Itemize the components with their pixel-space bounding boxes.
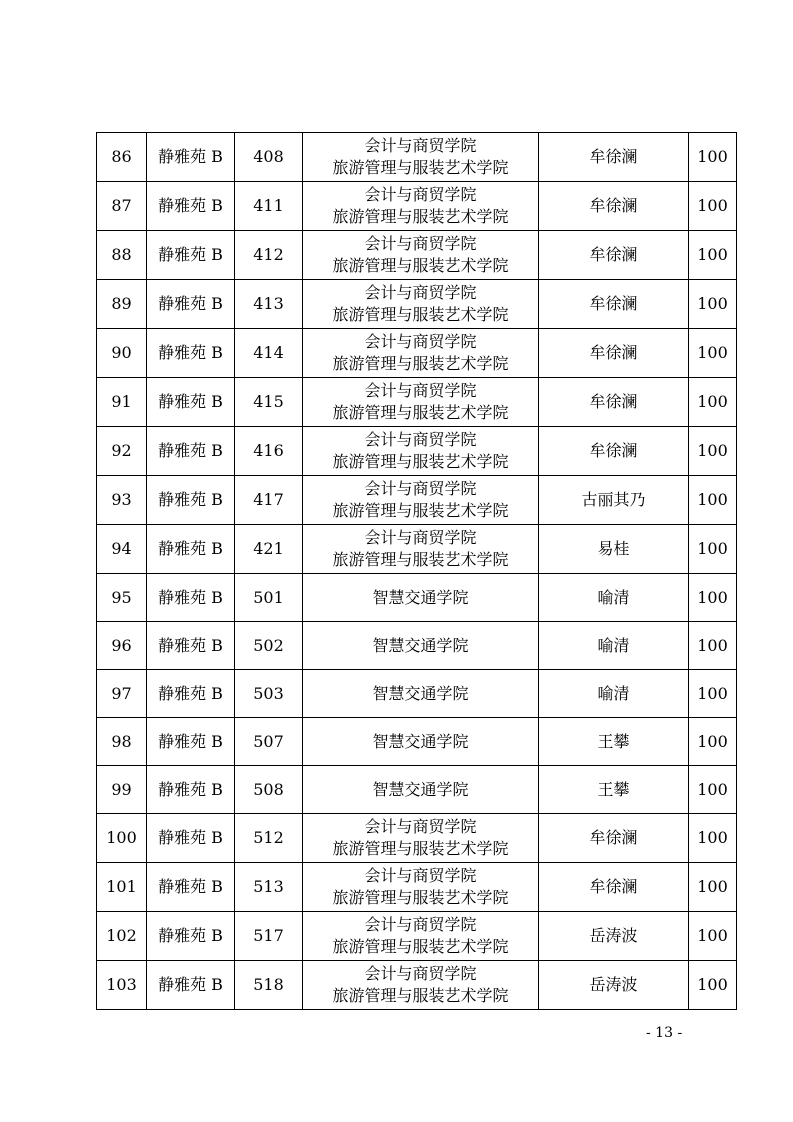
college-cell xyxy=(303,231,539,280)
building-cell: 静雅苑 B xyxy=(147,863,235,912)
responsible-person-cell: 喻清 xyxy=(539,670,689,718)
table-row xyxy=(97,182,737,231)
inspection-table xyxy=(96,132,737,1010)
room-cell: 512 xyxy=(235,814,303,863)
building-cell: 静雅苑 B xyxy=(147,670,235,718)
building-cell: 静雅苑 B xyxy=(147,378,235,427)
college-name: 会计与商贸学院 xyxy=(364,528,477,547)
row-number-cell: 102 xyxy=(97,912,147,961)
room-cell: 413 xyxy=(235,280,303,329)
college-name: 会计与商贸学院 xyxy=(364,817,477,836)
college-name: 会计与商贸学院 xyxy=(364,964,477,983)
responsible-person-cell: 王攀 xyxy=(539,718,689,766)
room-cell: 412 xyxy=(235,231,303,280)
college-name: 会计与商贸学院 xyxy=(364,381,477,400)
room-cell: 417 xyxy=(235,476,303,525)
responsible-person-cell: 牟徐澜 xyxy=(539,329,689,378)
row-number-cell: 91 xyxy=(97,378,147,427)
building-cell: 静雅苑 B xyxy=(147,622,235,670)
responsible-person-cell: 牟徐澜 xyxy=(539,280,689,329)
college-name: 智慧交通学院 xyxy=(372,683,469,703)
college-cell xyxy=(303,329,539,378)
row-number-cell: 94 xyxy=(97,525,147,574)
table-row xyxy=(97,766,737,814)
building-cell: 静雅苑 B xyxy=(147,814,235,863)
college-name: 旅游管理与服装艺术学院 xyxy=(332,937,509,956)
responsible-person-cell: 岳涛波 xyxy=(539,961,689,1010)
score-cell: 100 xyxy=(689,525,737,574)
score-cell: 100 xyxy=(689,329,737,378)
building-cell: 静雅苑 B xyxy=(147,574,235,622)
college-name: 旅游管理与服装艺术学院 xyxy=(332,354,509,373)
college-cell xyxy=(303,476,539,525)
table-row xyxy=(97,525,737,574)
building-cell: 静雅苑 B xyxy=(147,280,235,329)
building-cell: 静雅苑 B xyxy=(147,718,235,766)
responsible-person-cell: 易桂 xyxy=(539,525,689,574)
score-cell: 100 xyxy=(689,670,737,718)
college-cell xyxy=(303,378,539,427)
responsible-person-cell: 牟徐澜 xyxy=(539,133,689,182)
responsible-person-cell: 牟徐澜 xyxy=(539,863,689,912)
room-cell: 421 xyxy=(235,525,303,574)
college-name: 旅游管理与服装艺术学院 xyxy=(332,158,509,177)
college-name: 旅游管理与服装艺术学院 xyxy=(332,256,509,275)
row-number-cell: 100 xyxy=(97,814,147,863)
college-cell xyxy=(303,863,539,912)
room-cell: 502 xyxy=(235,622,303,670)
college-name: 旅游管理与服装艺术学院 xyxy=(332,452,509,471)
college-cell xyxy=(303,814,539,863)
college-name: 会计与商贸学院 xyxy=(364,332,477,351)
college-name: 旅游管理与服装艺术学院 xyxy=(332,839,509,858)
row-number-cell: 98 xyxy=(97,718,147,766)
college-name: 旅游管理与服装艺术学院 xyxy=(332,501,509,520)
row-number-cell: 88 xyxy=(97,231,147,280)
college-name: 旅游管理与服装艺术学院 xyxy=(332,403,509,422)
table-row xyxy=(97,427,737,476)
score-cell: 100 xyxy=(689,133,737,182)
college-cell xyxy=(303,622,539,670)
score-cell: 100 xyxy=(689,182,737,231)
score-cell: 100 xyxy=(689,718,737,766)
score-cell: 100 xyxy=(689,574,737,622)
room-cell: 501 xyxy=(235,574,303,622)
score-cell: 100 xyxy=(689,378,737,427)
row-number-cell: 95 xyxy=(97,574,147,622)
table-row xyxy=(97,133,737,182)
college-cell xyxy=(303,766,539,814)
page-number: - 13 - xyxy=(646,1025,683,1041)
row-number-cell: 101 xyxy=(97,863,147,912)
table-row xyxy=(97,622,737,670)
responsible-person-cell: 牟徐澜 xyxy=(539,231,689,280)
college-name: 会计与商贸学院 xyxy=(364,430,477,449)
table-body xyxy=(97,133,737,1010)
room-cell: 508 xyxy=(235,766,303,814)
college-name: 会计与商贸学院 xyxy=(364,234,477,253)
college-cell xyxy=(303,574,539,622)
room-cell: 414 xyxy=(235,329,303,378)
room-cell: 513 xyxy=(235,863,303,912)
score-cell: 100 xyxy=(689,427,737,476)
college-name: 智慧交通学院 xyxy=(372,779,469,799)
row-number-cell: 89 xyxy=(97,280,147,329)
responsible-person-cell: 喻清 xyxy=(539,574,689,622)
room-cell: 517 xyxy=(235,912,303,961)
college-cell xyxy=(303,912,539,961)
college-name: 会计与商贸学院 xyxy=(364,479,477,498)
college-cell xyxy=(303,427,539,476)
score-cell: 100 xyxy=(689,280,737,329)
table-row xyxy=(97,718,737,766)
building-cell: 静雅苑 B xyxy=(147,182,235,231)
college-name: 会计与商贸学院 xyxy=(364,136,477,155)
building-cell: 静雅苑 B xyxy=(147,912,235,961)
building-cell: 静雅苑 B xyxy=(147,476,235,525)
table-row xyxy=(97,814,737,863)
table-row xyxy=(97,863,737,912)
table-row xyxy=(97,329,737,378)
college-cell xyxy=(303,280,539,329)
building-cell: 静雅苑 B xyxy=(147,961,235,1010)
room-cell: 518 xyxy=(235,961,303,1010)
college-cell xyxy=(303,133,539,182)
building-cell: 静雅苑 B xyxy=(147,427,235,476)
row-number-cell: 86 xyxy=(97,133,147,182)
building-cell: 静雅苑 B xyxy=(147,133,235,182)
building-cell: 静雅苑 B xyxy=(147,525,235,574)
college-name: 智慧交通学院 xyxy=(372,731,469,751)
responsible-person-cell: 岳涛波 xyxy=(539,912,689,961)
table-row xyxy=(97,378,737,427)
table-row xyxy=(97,231,737,280)
college-name: 旅游管理与服装艺术学院 xyxy=(332,550,509,569)
table-row xyxy=(97,476,737,525)
building-cell: 静雅苑 B xyxy=(147,231,235,280)
score-cell: 100 xyxy=(689,476,737,525)
college-name: 会计与商贸学院 xyxy=(364,283,477,302)
row-number-cell: 96 xyxy=(97,622,147,670)
room-cell: 416 xyxy=(235,427,303,476)
responsible-person-cell: 牟徐澜 xyxy=(539,182,689,231)
college-cell xyxy=(303,525,539,574)
college-name: 旅游管理与服装艺术学院 xyxy=(332,888,509,907)
responsible-person-cell: 牟徐澜 xyxy=(539,378,689,427)
room-cell: 507 xyxy=(235,718,303,766)
table-row xyxy=(97,280,737,329)
table-row xyxy=(97,912,737,961)
college-cell xyxy=(303,670,539,718)
college-cell xyxy=(303,718,539,766)
college-name: 旅游管理与服装艺术学院 xyxy=(332,305,509,324)
table-row xyxy=(97,961,737,1010)
row-number-cell: 99 xyxy=(97,766,147,814)
college-name: 旅游管理与服装艺术学院 xyxy=(332,207,509,226)
score-cell: 100 xyxy=(689,814,737,863)
college-name: 智慧交通学院 xyxy=(372,587,469,607)
college-name: 会计与商贸学院 xyxy=(364,915,477,934)
responsible-person-cell: 王攀 xyxy=(539,766,689,814)
row-number-cell: 97 xyxy=(97,670,147,718)
college-name: 旅游管理与服装艺术学院 xyxy=(332,986,509,1005)
college-cell xyxy=(303,961,539,1010)
responsible-person-cell: 喻清 xyxy=(539,622,689,670)
score-cell: 100 xyxy=(689,231,737,280)
room-cell: 503 xyxy=(235,670,303,718)
college-name: 会计与商贸学院 xyxy=(364,185,477,204)
college-cell xyxy=(303,182,539,231)
row-number-cell: 92 xyxy=(97,427,147,476)
table-row xyxy=(97,574,737,622)
score-cell: 100 xyxy=(689,622,737,670)
responsible-person-cell: 牟徐澜 xyxy=(539,814,689,863)
responsible-person-cell: 牟徐澜 xyxy=(539,427,689,476)
table-row xyxy=(97,670,737,718)
building-cell: 静雅苑 B xyxy=(147,766,235,814)
score-cell: 100 xyxy=(689,766,737,814)
room-cell: 408 xyxy=(235,133,303,182)
row-number-cell: 90 xyxy=(97,329,147,378)
room-cell: 415 xyxy=(235,378,303,427)
building-cell: 静雅苑 B xyxy=(147,329,235,378)
score-cell: 100 xyxy=(689,912,737,961)
row-number-cell: 93 xyxy=(97,476,147,525)
score-cell: 100 xyxy=(689,863,737,912)
college-name: 会计与商贸学院 xyxy=(364,866,477,885)
responsible-person-cell: 古丽其乃 xyxy=(539,476,689,525)
college-name: 智慧交通学院 xyxy=(372,635,469,655)
score-cell: 100 xyxy=(689,961,737,1010)
row-number-cell: 103 xyxy=(97,961,147,1010)
row-number-cell: 87 xyxy=(97,182,147,231)
room-cell: 411 xyxy=(235,182,303,231)
